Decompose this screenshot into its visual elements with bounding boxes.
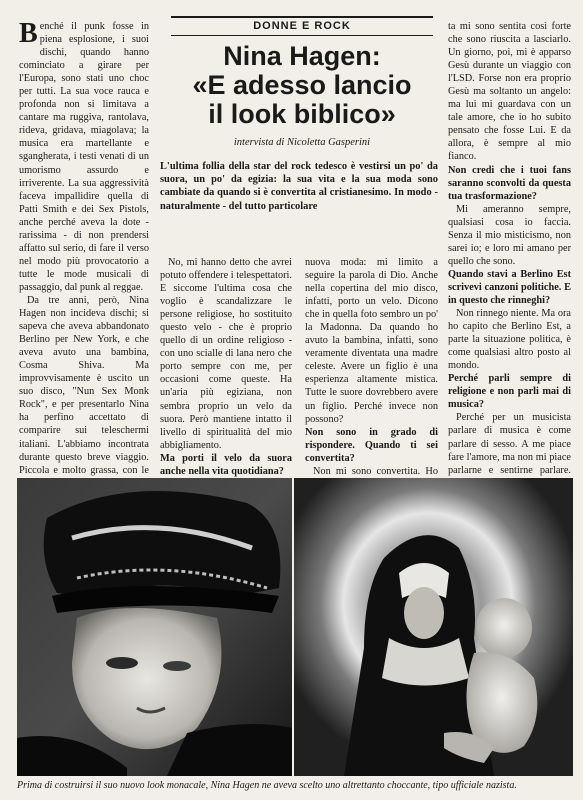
photo-caption: Prima di costruirsi il suo nuovo look monacale, Nina Hagen ne aveva scelto uno altrettanto choccante, tipo ufficiale nazista. [17, 780, 517, 791]
intro-paragraph-1 [19, 20, 149, 294]
intro-paragraph-2: Da tre anni, però, Nina Hagen non incideva dischi; si sapeva che aveva abbandonato Berlino per New York, e che aveva avuto una bambina, Cosma Shiva. Ma improvvisamente è uscito un suo disco, "Nun Sex Monk Rock", e per presentarlo Nina ha perfino accettato di comparire sui teleschermi italiani. L'abbiamo incontrata durante questo breve viaggio. Piccola e molto grassa, con le [19, 294, 149, 476]
interview-question: Non credi che i tuoi fans saranno sconvolti da questa tua trasformazione? [448, 164, 571, 202]
headline [171, 42, 433, 129]
photo-strip [17, 478, 573, 776]
interview-answer: Non mi sono convertita. Ho [313, 465, 438, 477]
headline-line-1: Nina Hagen: [223, 41, 381, 71]
interview-question: Ma porti il velo da suora anche nella vita quotidiana? [160, 452, 292, 477]
dropcap: B [19, 18, 38, 49]
section-label: DONNE E ROCK [171, 16, 433, 36]
intro-paragraph-1-text: enché il punk fosse in piena esplosione, i suoi dischi, quando hanno cominciato a girare per l'Europa, sono stati uno choc per tutti. La sua voce rauca e profonda non si limitava a cantare ma ruggiva, rantolava, rideva, gridava, miagolava; la musica era martellante e sgangherata, i testi venati di un umorismo assurdo e irriverente. La sua aggressività faceva impallidire quella di Patti Smith e dei Sex Pistols, anche perché aveva la dote - rarissima - di non prendersi affatto sul serio, di fare il verso nel modo più provocatorio a tutte le mode musicali di passaggio, dal punk al reggae. [19, 21, 149, 293]
interview-answer: No, mi hanno detto che avrei potuto offendere i telespettatori. E siccome l'ultima cosa che voglio è scandalizzare le persone religiose, ho sostituito questo velo - che è proprio quello di un ordine religioso - con uno scialle di lana nero che porto sempre con me, per occasioni come queste. Ha un'aria più egiziana, non sembra proprio un velo da suora. Però mantiene intatto il livello di spiritualità del mio abbigliamento. [160, 257, 292, 451]
interview-answer: ta mi sono sentita così forte che sono riuscita a lasciarlo. Un giorno, poi, mi è apparso Gesù durante un viaggio con l'LSD. Forse non era proprio Gesù ma soltanto un angelo: ma lui mi guardava con un tale amore, che io ho subito pensato che fosse Lui. E da allora, è sempre al mio fianco. [448, 21, 571, 163]
interview-answer: Mi ameranno sempre, qualsiasi cosa io faccia. Senza il mio misticismo, non sarei io; e loro mi amano per quello che sono. [448, 203, 571, 267]
byline: intervista di Nicoletta Gasperini [233, 137, 371, 148]
headline-line-2: «E adesso lancio [192, 70, 412, 100]
interview-question: Quando stavi a Berlino Est scrivevi canzoni politiche. E in questo che rinneghi? [448, 268, 571, 306]
interview-answer: Non rinnego niente. Ma ora ho capito che Berlino Est, a parte la situazione politica, è come qualsiasi altro posto al mondo. [448, 308, 571, 372]
interview-question: Perché parli sempre di religione e non parli mai di musica? [448, 373, 571, 411]
lede: L'ultima follia della star del rock tedesco è vestirsi un po' da suora, un po' da egizia: la sua vita e la sua moda sono cambiate da quando si è convertita al cristianesimo. In modo - naturalmente - del tutto particolare [160, 161, 438, 212]
photo-officer-look [17, 478, 292, 776]
photo-nun-with-baby [294, 478, 573, 776]
interview-answer: Perché per un musicista parlare di musica è come parlare di sesso. A me piace fare l'amore, ma non mi piace parlarne e sentirne parlare. [448, 412, 571, 476]
interview-question: Non sono in grado di rispondere. Quando ti sei convertita? [305, 426, 438, 464]
interview-answer: nuova moda: mi limito a seguire la parola di Dio. Anche nella copertina del mio disco, infatti, porto un velo. Dicono che in quella foto sembro un po' la Madonna. Da quando ho avuto la bambina, infatti, sono veramente diventata una madre celeste. Avere un figlio è una esperienza altamente mistica. Tutte le suore dovrebbero avere un figlio. Perché invece non possono? [305, 257, 438, 425]
headline-line-3: il look biblico» [208, 99, 396, 129]
